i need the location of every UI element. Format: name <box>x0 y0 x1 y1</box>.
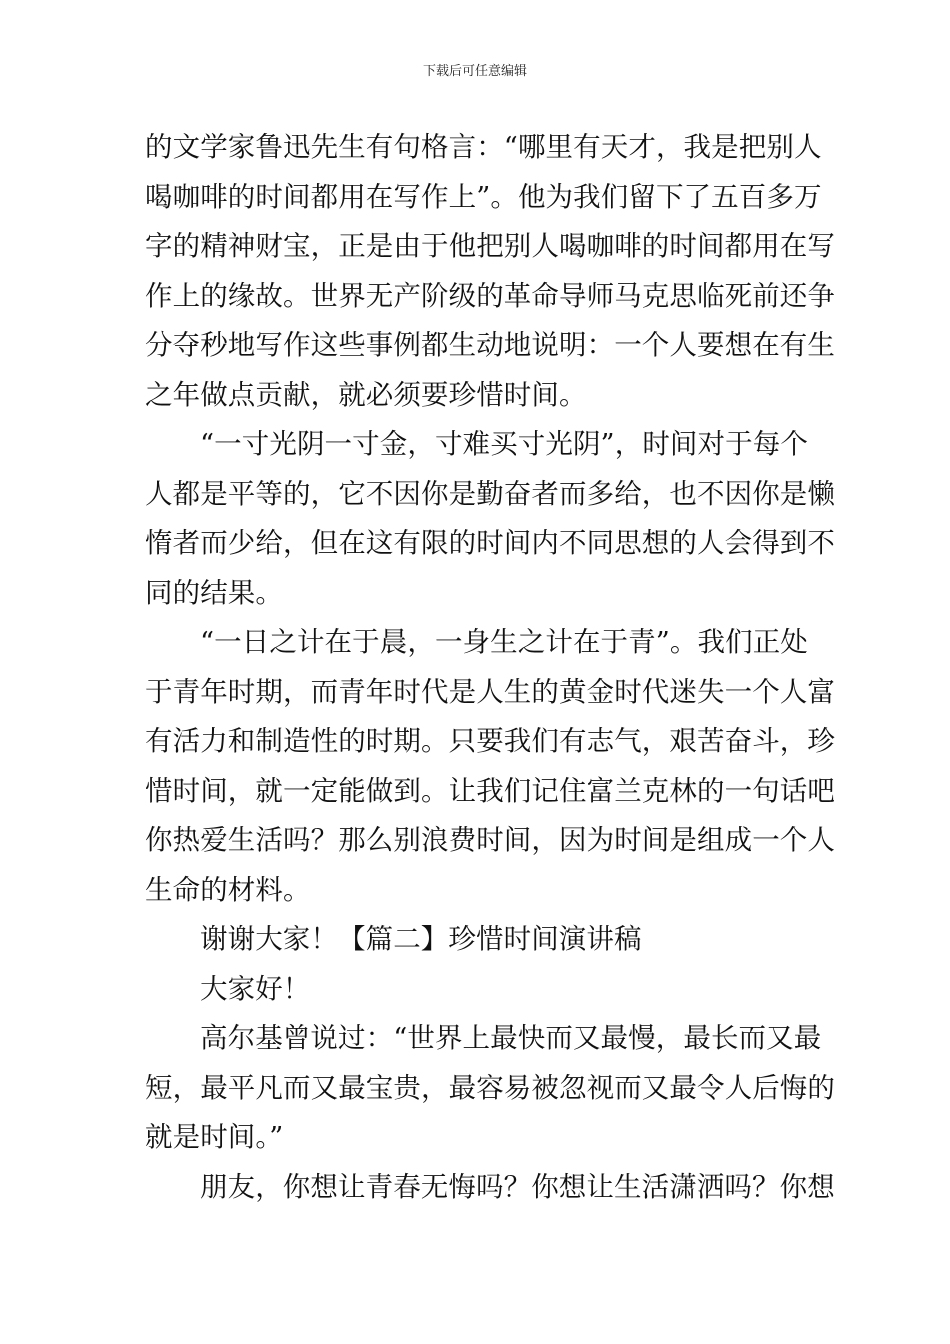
text-line: 分夺秒地写作这些事例都生动地说明：一个人要想在有生 <box>145 329 835 361</box>
text-line: 惰者而少给，但在这有限的时间内不同思想的人会得到不 <box>145 527 835 559</box>
text-line: “一日之计在于晨，一身生之计在于青”。我们正处 <box>200 626 808 658</box>
text-line: 之年做点贡献，就必须要珍惜时间。 <box>145 378 587 411</box>
text-line: 喝咖啡的时间都用在写作上”。他为我们留下了五百多万 <box>145 180 822 213</box>
text-line: 作上的缘故。世界无产阶级的革命导师马克思临死前还争 <box>145 279 835 312</box>
text-line: 大家好！ <box>200 972 311 1005</box>
text-line: 于青年时期，而青年时代是人生的黄金时代迷失一个人富 <box>145 675 835 708</box>
text-line: 人都是平等的，它不因你是勤奋者而多给，也不因你是懒 <box>145 477 835 510</box>
text-line: 生命的材料。 <box>145 873 311 906</box>
text-line: 短，最平凡而又最宝贵，最容易被忽视而又最令人后悔的 <box>145 1071 835 1104</box>
text-line: 字的精神财宝，正是由于他把别人喝咖啡的时间都用在写 <box>145 230 835 262</box>
page-header-note: 下载后可任意编辑 <box>422 64 527 79</box>
text-line: 谢谢大家！【篇二】珍惜时间演讲稿 <box>200 923 642 955</box>
document-body <box>145 123 835 1212</box>
text-line: 你热爱生活吗？那么别浪费时间，因为时间是组成一个人 <box>145 824 835 856</box>
text-line: 的文学家鲁迅先生有句格言：“哪里有天才，我是把别人 <box>145 131 822 163</box>
text-line: “一寸光阴一寸金，寸难买寸光阴”，时间对于每个 <box>200 428 808 460</box>
text-line: 高尔基曾说过：“世界上最快而又最慢，最长而又最 <box>200 1022 822 1054</box>
text-line: 惜时间，就一定能做到。让我们记住富兰克林的一句话吧 <box>145 774 835 807</box>
text-line: 就是时间。” <box>145 1121 284 1153</box>
text-line: 同的结果。 <box>145 576 283 609</box>
text-line: 有活力和制造性的时期。只要我们有志气，艰苦奋斗，珍 <box>145 725 835 757</box>
text-line: 朋友，你想让青春无悔吗？你想让生活潇洒吗？你想 <box>200 1170 835 1203</box>
